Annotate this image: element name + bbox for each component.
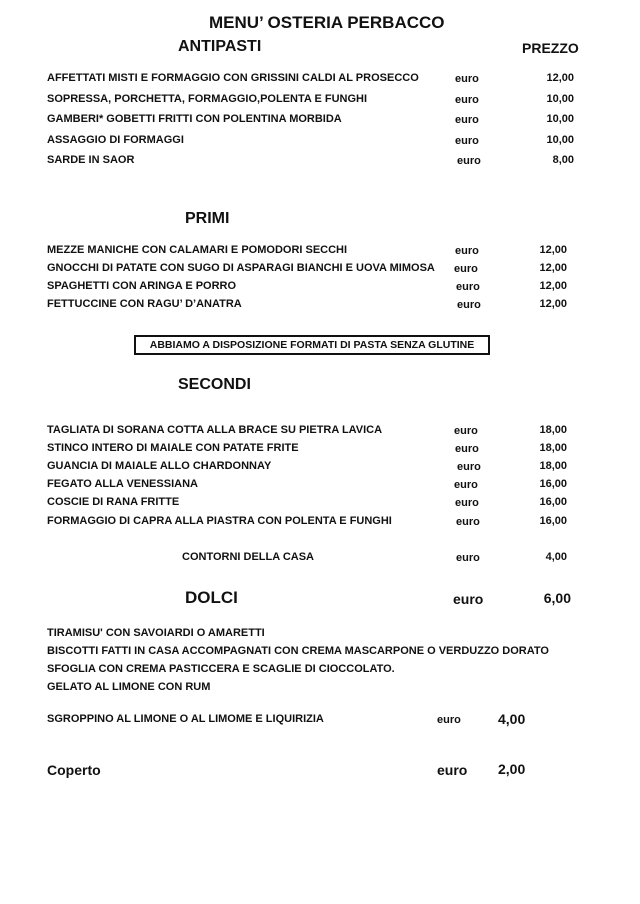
item-price: 18,00 <box>539 424 567 436</box>
item-name: COSCIE DI RANA FRITTE <box>47 496 180 508</box>
item-price: 18,00 <box>539 460 567 472</box>
item-unit: euro <box>456 281 480 293</box>
item-unit: euro <box>454 479 478 491</box>
contorni-price: 4,00 <box>545 551 567 563</box>
item-unit: euro <box>455 73 479 85</box>
item-price: 16,00 <box>539 496 567 508</box>
item-price: 10,00 <box>546 134 574 146</box>
item-price: 8,00 <box>552 154 574 166</box>
item-name: STINCO INTERO DI MAIALE CON PATATE FRITE <box>47 442 299 454</box>
item-unit: euro <box>454 425 478 437</box>
coperto-unit: euro <box>437 762 468 778</box>
item-unit: euro <box>455 94 479 106</box>
item-name: AFFETTATI MISTI E FORMAGGIO CON GRISSINI CALDI AL PROSECCO <box>47 72 419 84</box>
sgroppino-name: SGROPPINO AL LIMONE O AL LIMOME E LIQUIRIZIA <box>47 713 324 725</box>
item-price: 16,00 <box>539 478 567 490</box>
page-title: MENU’ OSTERIA PERBACCO <box>209 13 445 32</box>
dolci-unit: euro <box>453 591 484 607</box>
item-price: 18,00 <box>539 442 567 454</box>
list-item: BISCOTTI FATTI IN CASA ACCOMPAGNATI CON CREMA MASCARPONE O VERDUZZO DORATO <box>47 645 549 657</box>
item-name: SPAGHETTI CON ARINGA E PORRO <box>47 280 237 292</box>
item-name: FEGATO ALLA VENESSIANA <box>47 478 198 490</box>
contorni-unit: euro <box>456 552 480 564</box>
gluten-free-note: ABBIAMO A DISPOSIZIONE FORMATI DI PASTA SENZA GLUTINE <box>134 335 490 355</box>
item-unit: euro <box>455 497 479 509</box>
item-price: 12,00 <box>539 244 567 256</box>
item-unit: euro <box>457 461 481 473</box>
item-unit: euro <box>454 263 478 275</box>
item-name: SARDE IN SAOR <box>47 154 135 166</box>
list-item: SFOGLIA CON CREMA PASTICCERA E SCAGLIE DI CIOCCOLATO. <box>47 663 395 675</box>
item-price: 10,00 <box>546 113 574 125</box>
sgroppino-price: 4,00 <box>498 711 526 727</box>
item-name: FORMAGGIO DI CAPRA ALLA PIASTRA CON POLENTA E FUNGHI <box>47 515 392 527</box>
item-price: 12,00 <box>539 262 567 274</box>
contorni-name: CONTORNI DELLA CASA <box>182 551 314 563</box>
item-price: 16,00 <box>539 515 567 527</box>
item-unit: euro <box>457 155 481 167</box>
dolci-price: 6,00 <box>543 590 571 606</box>
item-name: TAGLIATA DI SORANA COTTA ALLA BRACE SU PIETRA LAVICA <box>47 424 383 436</box>
list-item: TIRAMISU' CON SAVOIARDI O AMARETTI <box>47 627 265 639</box>
item-price: 12,00 <box>546 72 574 84</box>
item-unit: euro <box>455 135 479 147</box>
item-unit: euro <box>456 516 480 528</box>
item-price: 10,00 <box>546 93 574 105</box>
dolci-heading: DOLCI <box>185 588 238 607</box>
item-unit: euro <box>455 245 479 257</box>
list-item: GELATO AL LIMONE CON RUM <box>47 681 211 693</box>
item-unit: euro <box>457 299 481 311</box>
sgroppino-unit: euro <box>437 714 461 726</box>
item-name: GNOCCHI DI PATATE CON SUGO DI ASPARAGI BIANCHI E UOVA MIMOSA <box>47 262 435 274</box>
item-name: MEZZE MANICHE CON CALAMARI E POMODORI SECCHI <box>47 244 348 256</box>
item-name: GAMBERI* GOBETTI FRITTI CON POLENTINA MORBIDA <box>47 113 342 125</box>
item-name: SOPRESSA, PORCHETTA, FORMAGGIO,POLENTA E FUNGHI <box>47 93 368 105</box>
coperto-price: 2,00 <box>498 761 526 777</box>
antipasti-heading: ANTIPASTI <box>178 38 262 55</box>
item-unit: euro <box>455 443 479 455</box>
price-header: PREZZO <box>522 40 579 56</box>
primi-heading: PRIMI <box>185 210 230 227</box>
secondi-heading: SECONDI <box>178 376 251 393</box>
item-price: 12,00 <box>539 280 567 292</box>
item-name: ASSAGGIO DI FORMAGGI <box>47 134 184 146</box>
item-unit: euro <box>455 114 479 126</box>
item-name: GUANCIA DI MAIALE ALLO CHARDONNAY <box>47 460 272 472</box>
item-name: FETTUCCINE CON RAGU’ D’ANATRA <box>47 298 242 310</box>
coperto-name: Coperto <box>47 762 101 778</box>
item-price: 12,00 <box>539 298 567 310</box>
